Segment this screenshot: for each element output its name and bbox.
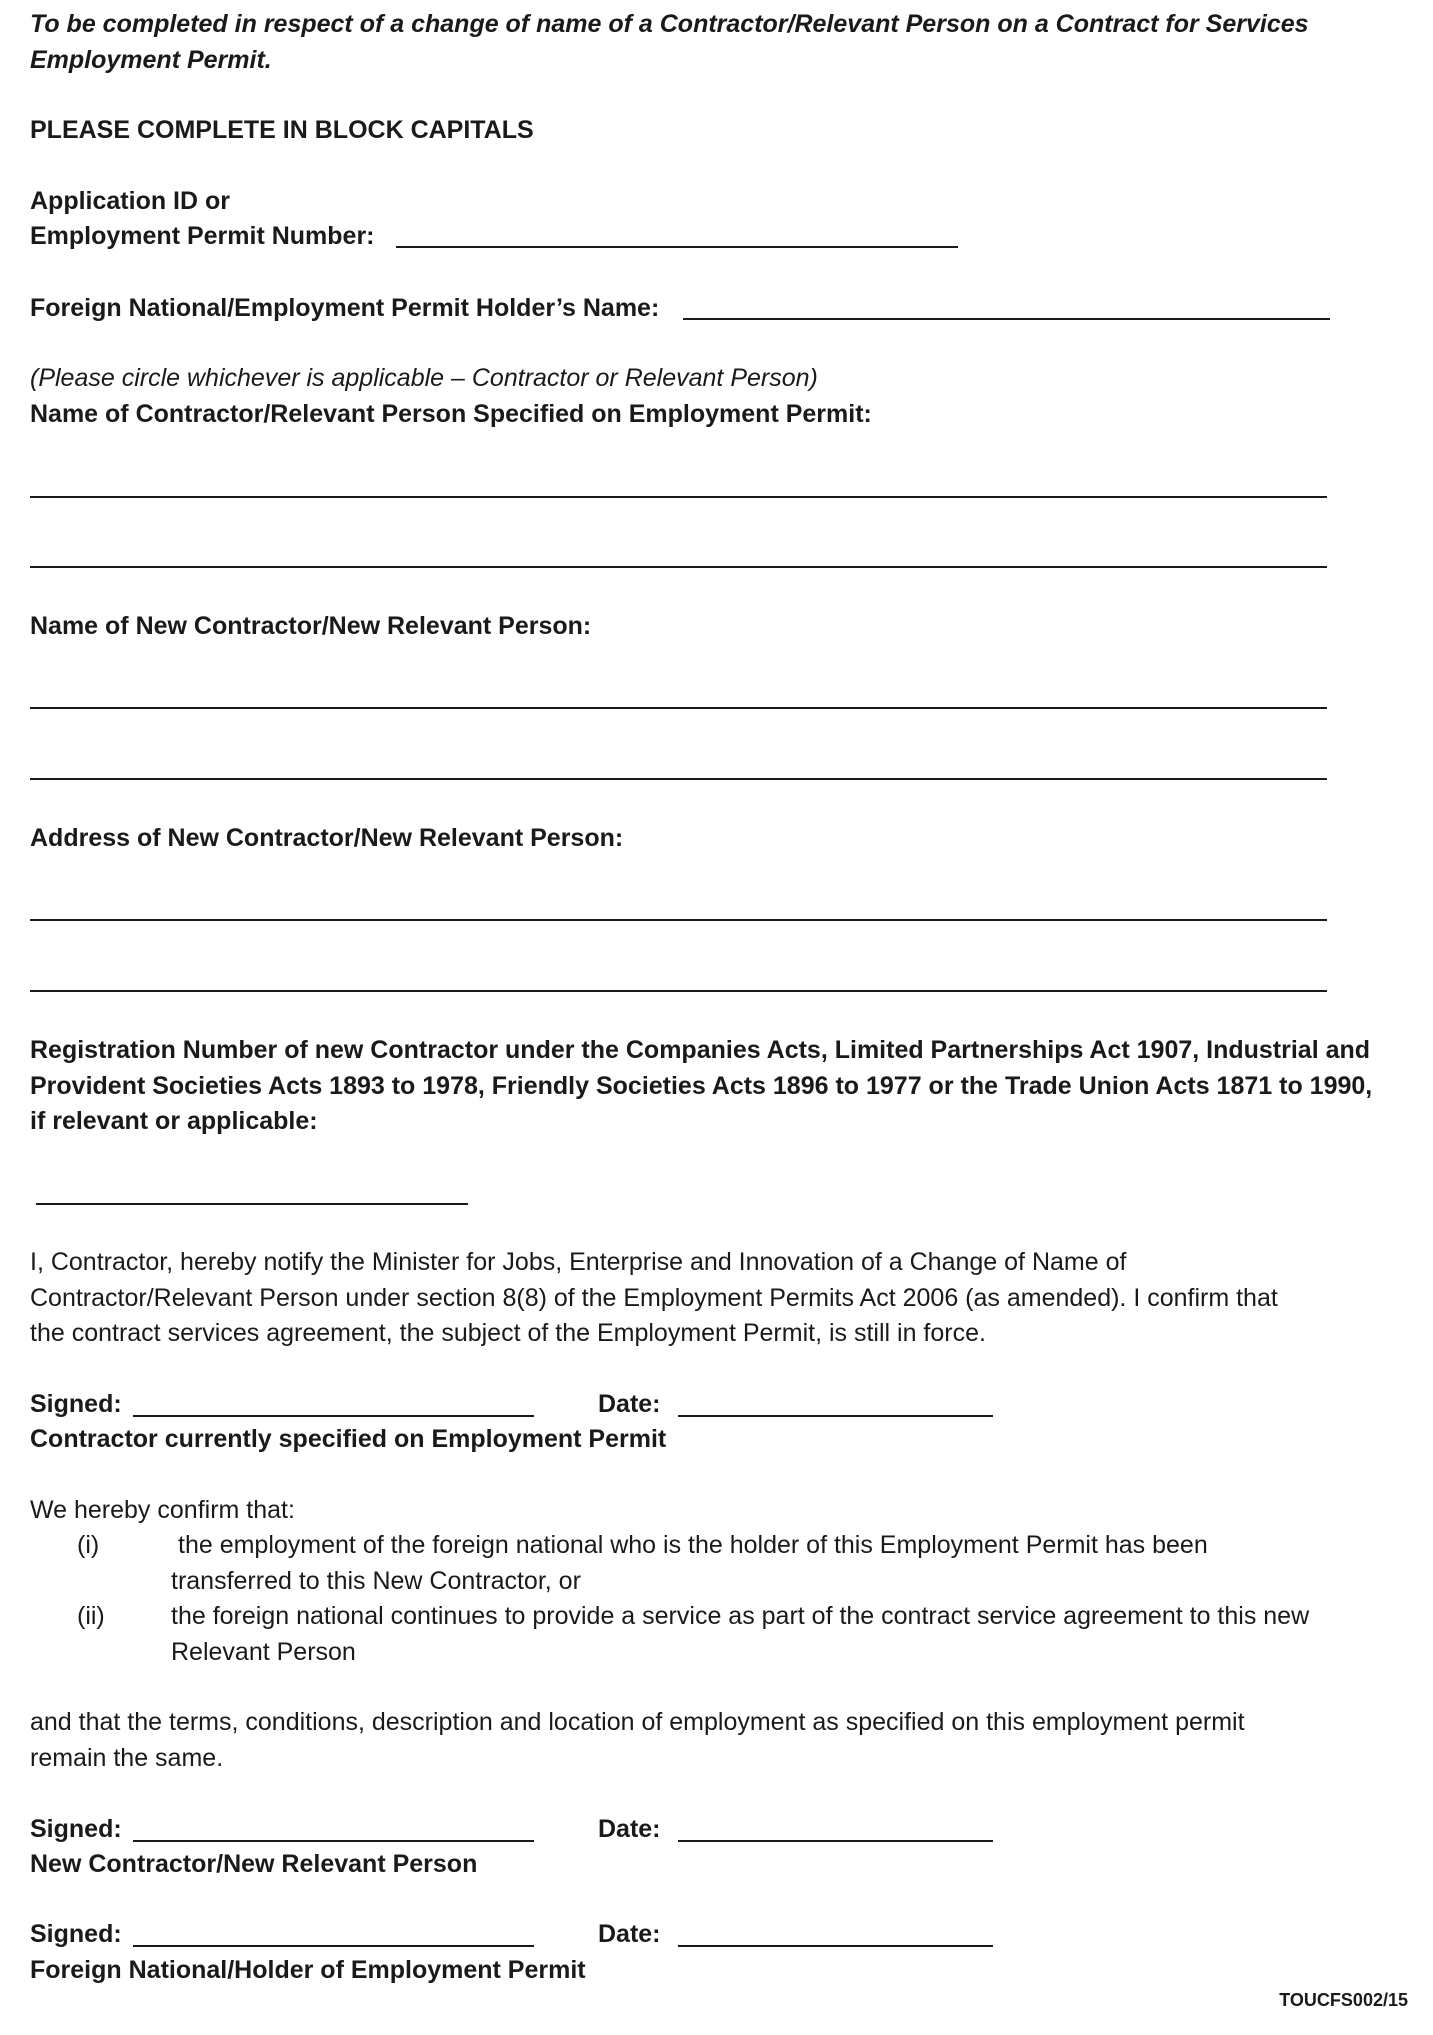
new-contractor-name-field-2[interactable] [30, 778, 1327, 780]
block-capitals-instruction: PLEASE COMPLETE IN BLOCK CAPITALS [30, 116, 534, 144]
signature-field-contractor[interactable] [133, 1415, 534, 1417]
signatory-role-contractor: Contractor currently specified on Employment Permit [30, 1425, 667, 1453]
notification-line-1: I, Contractor, hereby notify the Minister for Jobs, Enterprise and Innovation of a Change of Name of [30, 1248, 1127, 1276]
signed-label-2: Signed: [30, 1815, 122, 1843]
new-contractor-address-field-2[interactable] [30, 990, 1327, 992]
application-id-label: Application ID or [30, 187, 230, 215]
date-label-1: Date: [598, 1390, 661, 1418]
employment-permit-number-label: Employment Permit Number: [30, 222, 375, 250]
date-field-3[interactable] [678, 1945, 993, 1947]
confirmation-intro: We hereby confirm that: [30, 1496, 295, 1524]
registration-label-line-3: if relevant or applicable: [30, 1107, 318, 1135]
new-contractor-name-label: Name of New Contractor/New Relevant Person: [30, 612, 592, 640]
date-field-1[interactable] [678, 1415, 993, 1417]
notification-line-2: Contractor/Relevant Person under section 8(8) of the Employment Permits Act 2006 (as amended). I confirm that [30, 1284, 1278, 1312]
signatory-role-foreign-national: Foreign National/Holder of Employment Permit [30, 1956, 586, 1984]
item-i-line-2: transferred to this New Contractor, or [171, 1567, 581, 1595]
permit-number-field[interactable] [396, 246, 958, 248]
notification-line-3: the contract services agreement, the subject of the Employment Permit, is still in force. [30, 1319, 986, 1347]
current-contractor-name-field-1[interactable] [30, 496, 1327, 498]
date-label-2: Date: [598, 1815, 661, 1843]
current-contractor-name-field-2[interactable] [30, 566, 1327, 568]
terms-line-2: remain the same. [30, 1744, 224, 1772]
signature-field-new-contractor[interactable] [133, 1840, 534, 1842]
intro-line-1: To be completed in respect of a change of name of a Contractor/Relevant Person on a Contract for Services [30, 10, 1309, 38]
holder-name-label: Foreign National/Employment Permit Holder’s Name: [30, 294, 660, 322]
terms-line-1: and that the terms, conditions, description and location of employment as specified on this employment permit [30, 1708, 1245, 1736]
new-contractor-address-field-1[interactable] [30, 919, 1327, 921]
signature-field-foreign-national[interactable] [133, 1945, 534, 1947]
form-code: TOUCFS002/15 [1279, 1990, 1408, 2010]
holder-name-field[interactable] [683, 318, 1330, 320]
signatory-role-new-contractor: New Contractor/New Relevant Person [30, 1850, 478, 1878]
registration-label-line-2: Provident Societies Acts 1893 to 1978, Friendly Societies Acts 1896 to 1977 or the Trade Union Acts 1871 to 1990, [30, 1072, 1373, 1100]
new-contractor-name-field-1[interactable] [30, 707, 1327, 709]
item-number-ii: (ii) [77, 1602, 105, 1630]
item-number-i: (i) [77, 1531, 100, 1559]
new-contractor-address-label: Address of New Contractor/New Relevant Person: [30, 824, 624, 852]
circle-note: (Please circle whichever is applicable – Contractor or Relevant Person) [30, 364, 818, 392]
date-label-3: Date: [598, 1920, 661, 1948]
item-ii-line-2: Relevant Person [171, 1638, 356, 1666]
signed-label-3: Signed: [30, 1920, 122, 1948]
current-contractor-name-label: Name of Contractor/Relevant Person Specified on Employment Permit: [30, 400, 872, 428]
item-ii-line-1: the foreign national continues to provide a service as part of the contract service agreement to this new [171, 1602, 1310, 1630]
registration-label-line-1: Registration Number of new Contractor under the Companies Acts, Limited Partnerships Act 1907, Industrial and [30, 1036, 1371, 1064]
registration-number-field[interactable] [36, 1203, 468, 1205]
item-i-line-1: the employment of the foreign national who is the holder of this Employment Permit has been [178, 1531, 1208, 1559]
intro-line-2: Employment Permit. [30, 46, 272, 74]
signed-label-1: Signed: [30, 1390, 122, 1418]
date-field-2[interactable] [678, 1840, 993, 1842]
